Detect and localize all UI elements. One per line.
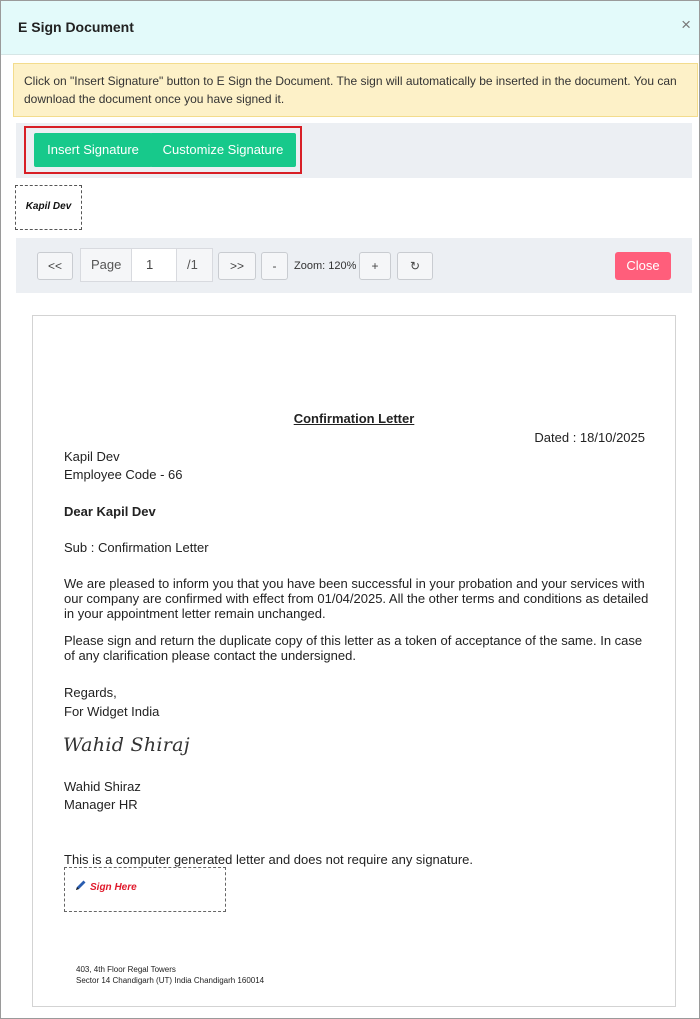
pen-icon bbox=[75, 879, 87, 894]
letter-heading: Confirmation Letter bbox=[293, 411, 415, 426]
customize-signature-button[interactable]: Customize Signature bbox=[150, 133, 296, 167]
page-number-input[interactable]: 1 bbox=[131, 249, 177, 281]
first-page-button[interactable]: << bbox=[37, 252, 73, 280]
next-page-button[interactable]: >> bbox=[218, 252, 256, 280]
close-button[interactable]: Close bbox=[615, 252, 671, 280]
company-address bbox=[76, 964, 264, 986]
sign-here-label: Sign Here bbox=[90, 882, 137, 893]
signatory-name: Wahid Shiraz bbox=[64, 779, 141, 794]
refresh-icon[interactable]: ↻ bbox=[397, 252, 433, 280]
footer-note: This is a computer generated letter and does not require any signature. bbox=[64, 852, 474, 867]
greeting: Dear Kapil Dev bbox=[64, 504, 156, 519]
company-name: For Widget India bbox=[64, 704, 160, 719]
signatory-title: Manager HR bbox=[64, 797, 138, 812]
zoom-in-button[interactable]: + bbox=[359, 252, 391, 280]
address-line-2: Sector 14 Chandigarh (UT) India Chandigarh 160014 bbox=[76, 976, 265, 985]
employee-code: Employee Code - 66 bbox=[64, 467, 183, 482]
document-page bbox=[32, 315, 676, 1007]
zoom-out-button[interactable]: - bbox=[261, 252, 288, 280]
page-label: Page bbox=[91, 257, 122, 272]
body-paragraph-1: We are pleased to inform you that you have been successful in your probation and your services with our company are confirmed with effect from 01/04/2025. All the other terms and conditions as detailed in your appointment letter remain unchanged. bbox=[64, 576, 649, 621]
body-paragraph-2: Please sign and return the duplicate copy of this letter as a token of acceptance of the same. In case of any clarification please contact the undersigned. bbox=[64, 633, 643, 663]
subject: Sub : Confirmation Letter bbox=[64, 540, 209, 555]
signature-toolbar bbox=[16, 123, 692, 178]
pdf-toolbar bbox=[16, 238, 692, 293]
recipient-name: Kapil Dev bbox=[64, 449, 120, 464]
modal-title: E Sign Document bbox=[18, 19, 134, 35]
sign-here-box[interactable] bbox=[64, 867, 226, 912]
close-icon[interactable]: × bbox=[681, 15, 691, 34]
address-line-1: 403, 4th Floor Regal Towers bbox=[76, 965, 176, 974]
letter-date: Dated : 18/10/2025 bbox=[534, 430, 645, 445]
modal-header bbox=[1, 1, 699, 55]
regards: Regards, bbox=[64, 685, 117, 700]
instruction-alert: Click on "Insert Signature" button to E Sign the Document. The sign will automatically be inserted in the document. You can download the document once you have signed it. bbox=[13, 63, 698, 117]
zoom-level: Zoom: 120% bbox=[294, 260, 357, 272]
page-total: /1 bbox=[187, 257, 198, 272]
insert-signature-button[interactable]: Insert Signature bbox=[34, 133, 152, 167]
signature-preview[interactable]: Kapil Dev bbox=[15, 185, 82, 230]
page-selector bbox=[80, 248, 213, 282]
handwritten-signature: Wahid Shiraj bbox=[63, 734, 190, 756]
